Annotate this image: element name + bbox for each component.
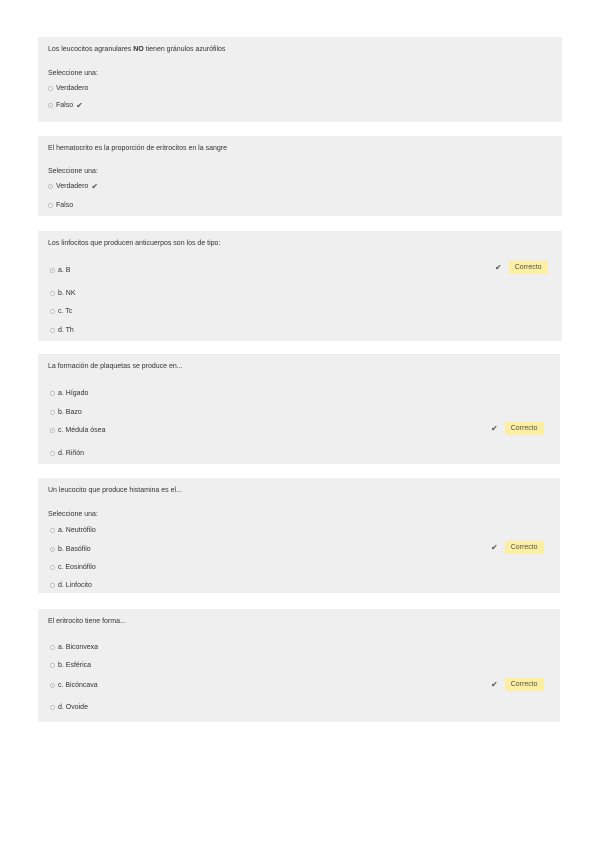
question-4-feedback xyxy=(491,422,544,435)
correct-badge: Correcto xyxy=(505,678,544,691)
option-label: c. Bicóncava xyxy=(58,681,98,689)
option-label: Verdadero xyxy=(56,84,89,92)
radio-icon[interactable] xyxy=(50,309,55,314)
question-3-option-d[interactable] xyxy=(50,324,74,336)
question-3-text: Los linfocitos que producen anticuerpos son los de tipo: xyxy=(48,240,221,247)
question-3-option-b[interactable] xyxy=(50,287,76,299)
correct-badge: Correcto xyxy=(509,261,548,274)
option-label: Verdadero xyxy=(56,182,89,190)
option-label: b. NK xyxy=(58,289,76,297)
option-label: a. Hígado xyxy=(58,389,89,397)
check-icon: ✔ xyxy=(491,424,498,433)
question-6 xyxy=(38,609,560,722)
radio-checked-icon[interactable] xyxy=(50,268,55,273)
option-label: c. Tc xyxy=(58,307,73,315)
question-4 xyxy=(38,354,560,464)
question-3-option-c[interactable] xyxy=(50,305,72,317)
question-6-text: El eritrocito tiene forma... xyxy=(48,618,126,625)
question-1-text-part: Los leucocitos agranulares xyxy=(48,46,134,53)
option-label: Falso xyxy=(56,101,74,109)
radio-icon[interactable] xyxy=(50,451,55,456)
radio-icon[interactable] xyxy=(50,291,55,296)
option-label: Falso xyxy=(56,201,74,209)
radio-checked-icon[interactable] xyxy=(48,103,53,108)
radio-checked-icon[interactable] xyxy=(50,428,55,433)
correct-badge: Correcto xyxy=(505,541,544,554)
question-5-prompt: Seleccione una: xyxy=(48,511,98,518)
check-icon: ✔ xyxy=(491,680,498,689)
question-1-text-bold: NO xyxy=(133,46,144,53)
radio-icon[interactable] xyxy=(50,528,55,533)
question-6-option-d[interactable] xyxy=(50,701,88,713)
check-icon: ✔ xyxy=(76,100,83,110)
question-5 xyxy=(38,478,560,593)
question-4-option-b[interactable] xyxy=(50,406,82,418)
radio-icon[interactable] xyxy=(50,565,55,570)
question-6-option-a[interactable] xyxy=(50,641,98,653)
option-label: a. B xyxy=(58,266,71,274)
question-1-option-verdadero[interactable] xyxy=(48,82,88,94)
radio-checked-icon[interactable] xyxy=(50,547,55,552)
option-label: d. Ovoide xyxy=(58,703,88,711)
question-2-text: El hematocrito es la proporción de eritrocitos en la sangre xyxy=(48,145,227,152)
option-label: c. Eosinófilo xyxy=(58,563,96,571)
question-2-option-verdadero[interactable] xyxy=(48,180,98,192)
radio-icon[interactable] xyxy=(50,410,55,415)
question-1-prompt: Seleccione una: xyxy=(48,70,98,77)
radio-icon[interactable] xyxy=(50,705,55,710)
radio-icon[interactable] xyxy=(50,645,55,650)
option-label: b. Basófilo xyxy=(58,545,91,553)
question-2 xyxy=(38,136,562,216)
option-label: b. Esférica xyxy=(58,661,92,669)
question-4-option-d[interactable] xyxy=(50,447,84,459)
check-icon: ✔ xyxy=(495,263,502,272)
option-label: b. Bazo xyxy=(58,408,82,416)
check-icon: ✔ xyxy=(91,181,99,191)
correct-badge: Correcto xyxy=(505,422,544,435)
radio-checked-icon[interactable] xyxy=(50,683,55,688)
option-label: c. Médula ósea xyxy=(58,426,106,434)
question-3 xyxy=(38,231,562,341)
question-4-option-a[interactable] xyxy=(50,387,88,399)
question-5-feedback xyxy=(491,541,544,554)
radio-icon[interactable] xyxy=(50,663,55,668)
question-5-option-d[interactable] xyxy=(50,579,92,591)
option-label: d. Linfocito xyxy=(58,581,92,589)
radio-icon[interactable] xyxy=(50,391,55,396)
question-1-text xyxy=(48,46,225,53)
question-5-option-b[interactable] xyxy=(50,543,91,555)
question-5-text: Un leucocito que produce histamina es el... xyxy=(48,487,182,494)
option-label: a. Biconvexa xyxy=(58,643,99,651)
radio-icon[interactable] xyxy=(48,203,53,208)
check-icon: ✔ xyxy=(491,543,498,552)
question-6-option-c[interactable] xyxy=(50,679,98,691)
question-1-text-part: tienen gránulos azurófilos xyxy=(143,46,226,53)
question-3-option-a[interactable] xyxy=(50,264,70,276)
question-2-option-falso[interactable] xyxy=(48,199,73,211)
question-1-option-falso[interactable] xyxy=(48,99,83,111)
radio-icon[interactable] xyxy=(50,328,55,333)
option-label: d. Th xyxy=(58,326,74,334)
question-4-option-c[interactable] xyxy=(50,424,105,436)
option-label: d. Riñón xyxy=(58,449,85,457)
question-4-text: La formación de plaquetas se produce en... xyxy=(48,363,183,370)
question-5-option-c[interactable] xyxy=(50,561,96,573)
question-6-option-b[interactable] xyxy=(50,659,91,671)
question-1 xyxy=(38,37,562,122)
question-5-option-a[interactable] xyxy=(50,524,96,536)
radio-icon[interactable] xyxy=(50,583,55,588)
radio-icon[interactable] xyxy=(48,86,53,91)
radio-checked-icon[interactable] xyxy=(48,184,53,189)
question-3-feedback xyxy=(495,261,548,274)
option-label: a. Neutrófilo xyxy=(58,526,96,534)
question-2-prompt: Seleccione una: xyxy=(48,168,98,175)
question-6-feedback xyxy=(491,678,544,691)
